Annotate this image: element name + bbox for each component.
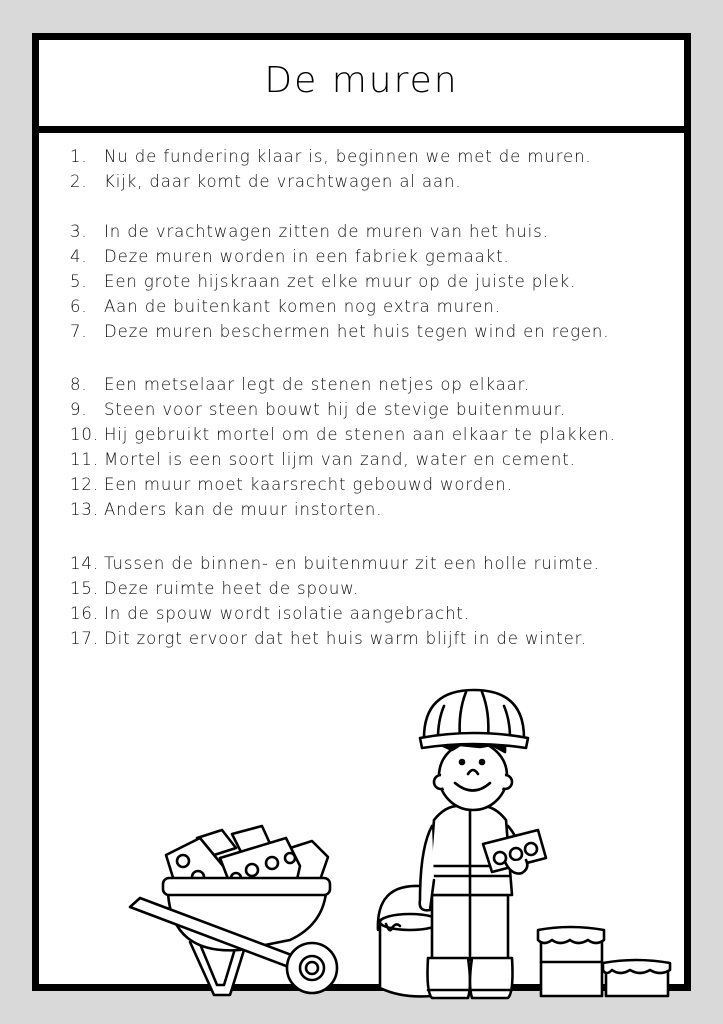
sentence-group-3 [70,372,670,522]
worksheet-frame [32,33,691,991]
sentence-line [70,551,670,576]
sentence-line [70,219,670,244]
sentence-line [70,626,670,651]
sentence-line [70,294,670,319]
line-number: 8. [70,375,88,394]
line-text: Anders kan de muur instorten. [104,500,383,519]
line-text: Aan de buitenkant komen nog extra muren. [104,297,501,316]
title-box [39,40,684,133]
sentence-line [70,244,670,269]
sentence-line [70,397,670,422]
sentence-list [70,144,670,676]
sentence-group-4 [70,551,670,651]
sentence-line [70,601,670,626]
line-number: 4. [70,247,88,266]
line-text: Hij gebruikt mortel om de stenen aan elkaar te plakken. [104,425,616,444]
sentence-line [70,472,670,497]
line-text: Nu de fundering klaar is, beginnen we met de muren. [104,147,592,166]
line-number: 11. [70,450,99,469]
line-number: 9. [70,400,88,419]
line-number: 16. [70,604,99,623]
line-number: 7. [70,322,88,341]
sentence-line [70,372,670,397]
sentence-group-1 [70,144,670,194]
page-title: De muren [264,59,459,101]
sentence-line [70,497,670,522]
line-text: Deze muren worden in een fabriek gemaakt. [104,247,510,266]
line-number: 3. [70,222,88,241]
line-text: Dit zorgt ervoor dat het huis warm blijft in de winter. [104,629,587,648]
line-text: In de vrachtwagen zitten de muren van het huis. [104,222,549,241]
sentence-line [70,576,670,601]
sentence-line [70,422,670,447]
sentence-line [70,447,670,472]
line-number: 13. [70,500,99,519]
line-number: 2. [70,172,88,191]
line-number: 17. [70,629,99,648]
sentence-line [70,144,670,169]
line-number: 5. [70,272,88,291]
line-number: 6. [70,297,88,316]
line-text: Steen voor steen bouwt hij de stevige buitenmuur. [104,400,567,419]
line-text: Een metselaar legt de stenen netjes op elkaar. [104,375,530,394]
line-text: Een muur moet kaarsrecht gebouwd worden. [104,475,513,494]
line-text: Tussen de binnen- en buitenmuur zit een holle ruimte. [104,554,600,573]
line-number: 12. [70,475,99,494]
line-text: Een grote hijskraan zet elke muur op de juiste plek. [104,272,577,291]
line-text: Kijk, daar komt de vrachtwagen al aan. [104,172,462,191]
line-number: 15. [70,579,99,598]
sentence-group-2 [70,219,670,344]
line-number: 10. [70,425,99,444]
line-text: Mortel is een soort lijm van zand, water en cement. [104,450,576,469]
line-number: 14. [70,554,99,573]
line-number: 1. [70,147,88,166]
sentence-line [70,169,670,194]
line-text: In de spouw wordt isolatie aangebracht. [104,604,470,623]
line-text: Deze ruimte heet de spouw. [104,579,360,598]
sentence-line [70,319,670,344]
line-text: Deze muren beschermen het huis tegen wind en regen. [104,322,610,341]
sentence-line [70,269,670,294]
